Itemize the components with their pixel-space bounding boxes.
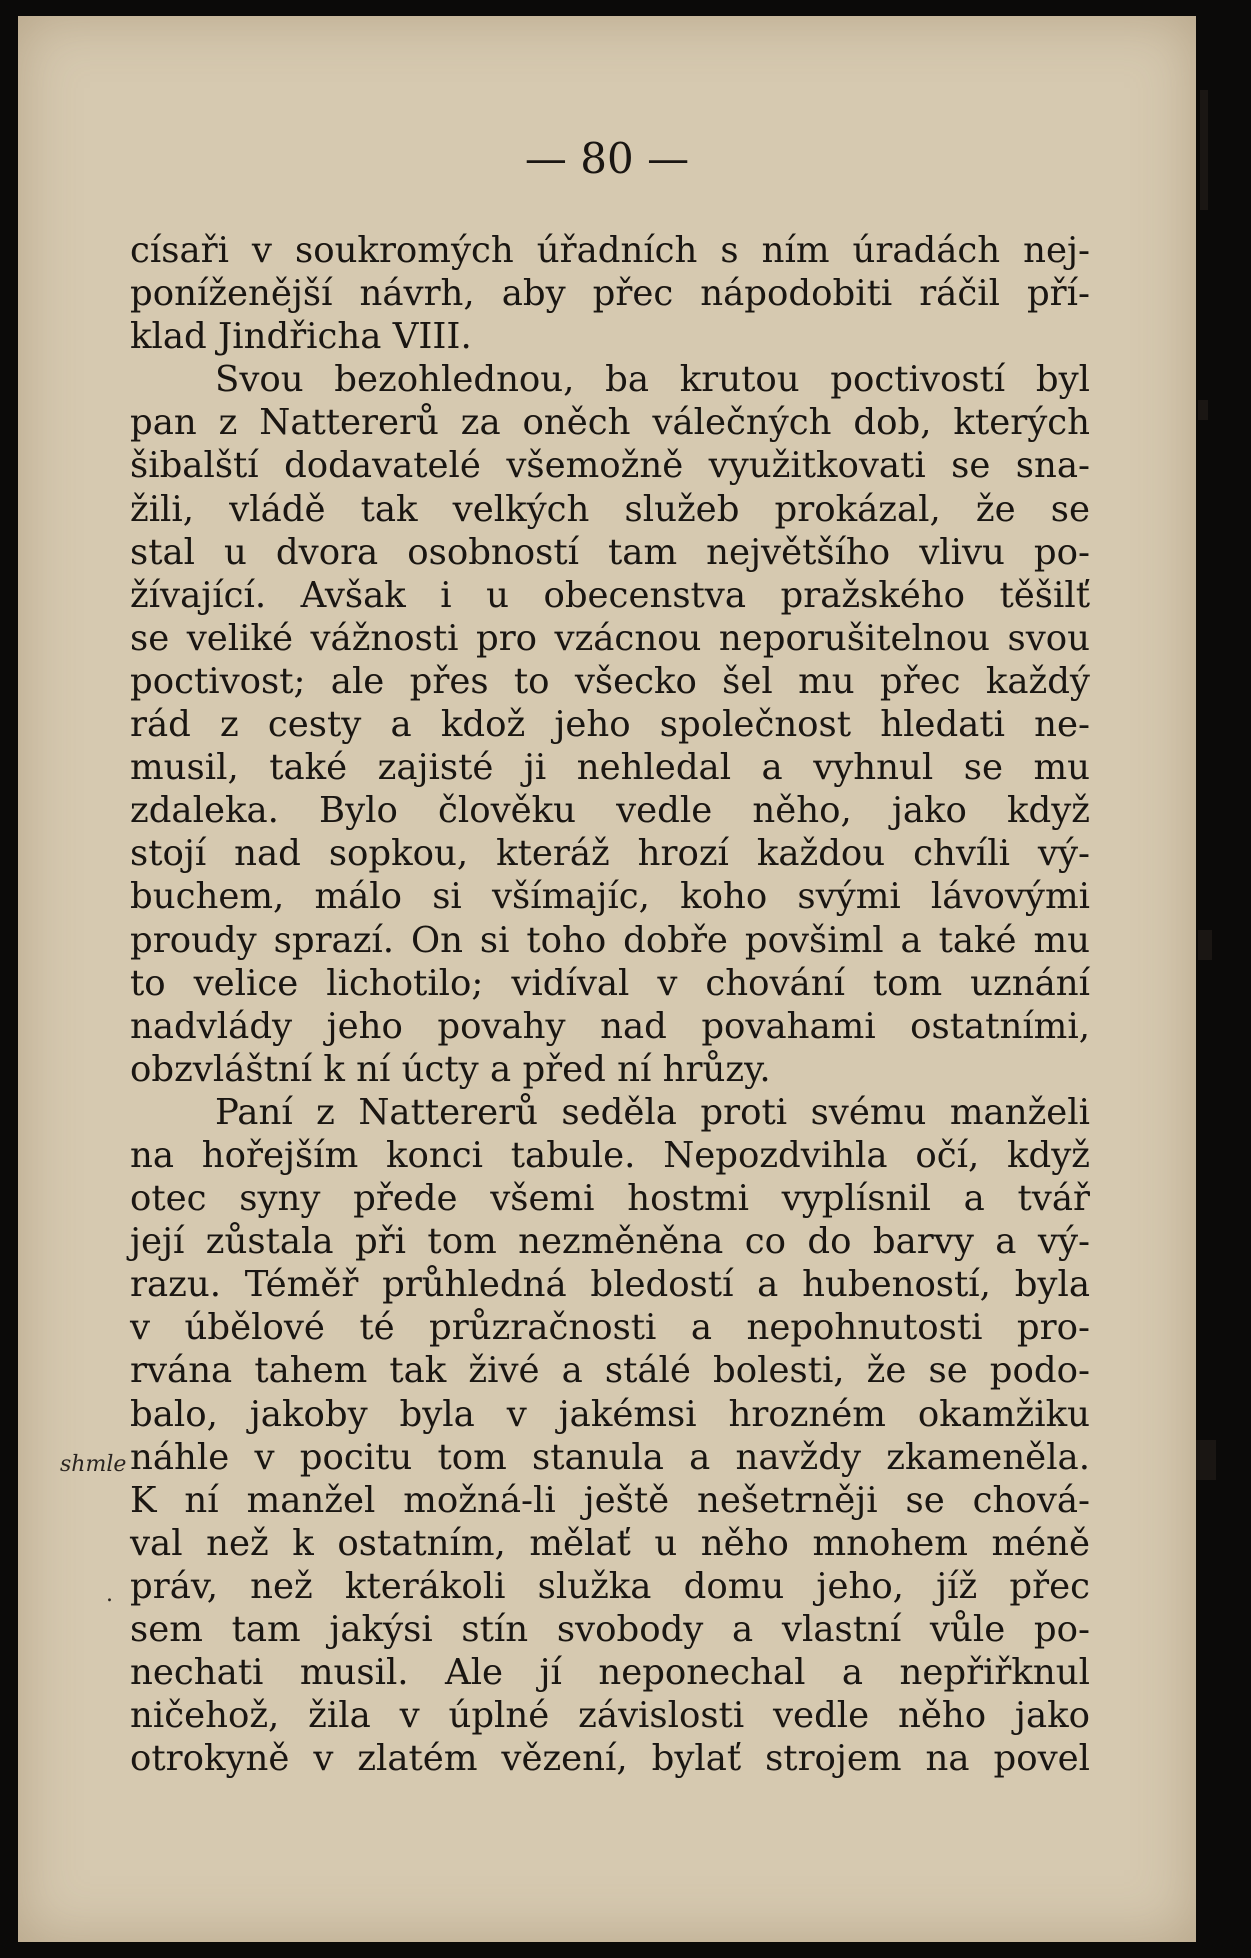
text-line: musil, také zajisté ji nehledal a vyhnul se mu xyxy=(130,747,1090,789)
edge-mark xyxy=(1200,90,1208,210)
text-line: otec syny přede všemi hostmi vyplísnil a tvář xyxy=(130,1178,1090,1220)
text-line: stal u dvora osobností tam největšího vlivu po- xyxy=(130,531,1090,573)
text-line: šibalští dodavatelé všemožně využitkovati se sna- xyxy=(130,445,1090,487)
margin-annotation: shmle xyxy=(60,1452,127,1477)
scan-dark-edge xyxy=(1196,0,1251,1958)
text-line: K ní manžel možná-li ještě nešetrněji se chová- xyxy=(130,1479,1090,1521)
text-line: na hořejším konci tabule. Nepozdvihla očí, když xyxy=(130,1134,1090,1176)
text-line: nadvlády jeho povahy nad povahami ostatními, xyxy=(130,1005,1090,1047)
margin-dot: . xyxy=(106,1582,113,1607)
text-line: poníženější návrh, aby přec nápodobiti ráčil pří- xyxy=(130,273,1090,315)
text-line: balo, jakoby byla v jakémsi hrozném okamžiku xyxy=(130,1393,1090,1435)
text-line: to velice lichotilo; vidíval v chování tom uznání xyxy=(130,962,1090,1004)
text-line: klad Jindřicha VIII. xyxy=(130,316,472,358)
text-line: žili, vládě tak velkých služeb prokázal, že se xyxy=(130,488,1090,530)
text-line: práv, než kterákoli služka domu jeho, jíž přec xyxy=(130,1565,1090,1607)
text-line: sem tam jakýsi stín svobody a vlastní vůle po- xyxy=(130,1609,1090,1650)
text-line: náhle v pocitu tom stanula a navždy zkameněla. xyxy=(130,1436,1090,1478)
body-text xyxy=(130,229,1090,1780)
text-line: rád z cesty a kdož jeho společnost hledati ne- xyxy=(130,704,1090,746)
edge-mark xyxy=(1198,930,1212,960)
text-line: její zůstala při tom nezměněna co do barvy a vý- xyxy=(130,1221,1090,1263)
text-line: se veliké vážnosti pro vzácnou neporušitelnou svou xyxy=(130,617,1090,659)
text-line: žívající. Avšak i u obecenstva pražského těšilť xyxy=(130,574,1090,616)
text-line: poctivost; ale přes to všecko šel mu přec každý xyxy=(130,660,1090,702)
text-line: rvána tahem tak živé a stálé bolesti, že se podo- xyxy=(130,1350,1090,1392)
text-line: pan z Nattererů za oněch válečných dob, kterých xyxy=(130,402,1090,444)
text-line: Svou bezohlednou, ba krutou poctivostí byl xyxy=(215,359,1090,401)
text-line: ničehož, žila v úplné závislosti vedle něho jako xyxy=(130,1695,1090,1737)
text-line: razu. Téměř průhledná bledostí a hubeností, byla xyxy=(130,1264,1090,1306)
edge-mark xyxy=(1196,1440,1216,1480)
text-line: stojí nad sopkou, kteráž hrozí každou chvíli vý- xyxy=(130,833,1090,875)
edge-mark xyxy=(1198,400,1208,420)
text-line: val než k ostatním, mělať u něho mnohem méně xyxy=(130,1522,1090,1564)
text-line: nechati musil. Ale jí neponechal a nepřiřknul xyxy=(130,1652,1090,1694)
text-line: Paní z Nattererů seděla proti svému manželi xyxy=(215,1091,1090,1133)
text-line: zdaleka. Bylo člověku vedle něho, jako když xyxy=(130,790,1090,832)
text-line: buchem, málo si všímajíc, koho svými lávovými xyxy=(130,876,1090,918)
text-line: otrokyně v zlatém vězení, bylať strojem na povel xyxy=(130,1738,1090,1780)
book-page xyxy=(18,16,1196,1942)
page-number: — 80 — xyxy=(524,134,690,183)
text-line: obzvláštní k ní úcty a před ní hrůzy. xyxy=(130,1048,771,1090)
text-line: císaři v soukromých úřadních s ním úradách nej- xyxy=(130,230,1090,271)
text-line: proudy sprazí. On si toho dobře povšiml a také mu xyxy=(130,919,1090,961)
text-line: v úbělové té průzračnosti a nepohnutosti pro- xyxy=(130,1307,1090,1349)
